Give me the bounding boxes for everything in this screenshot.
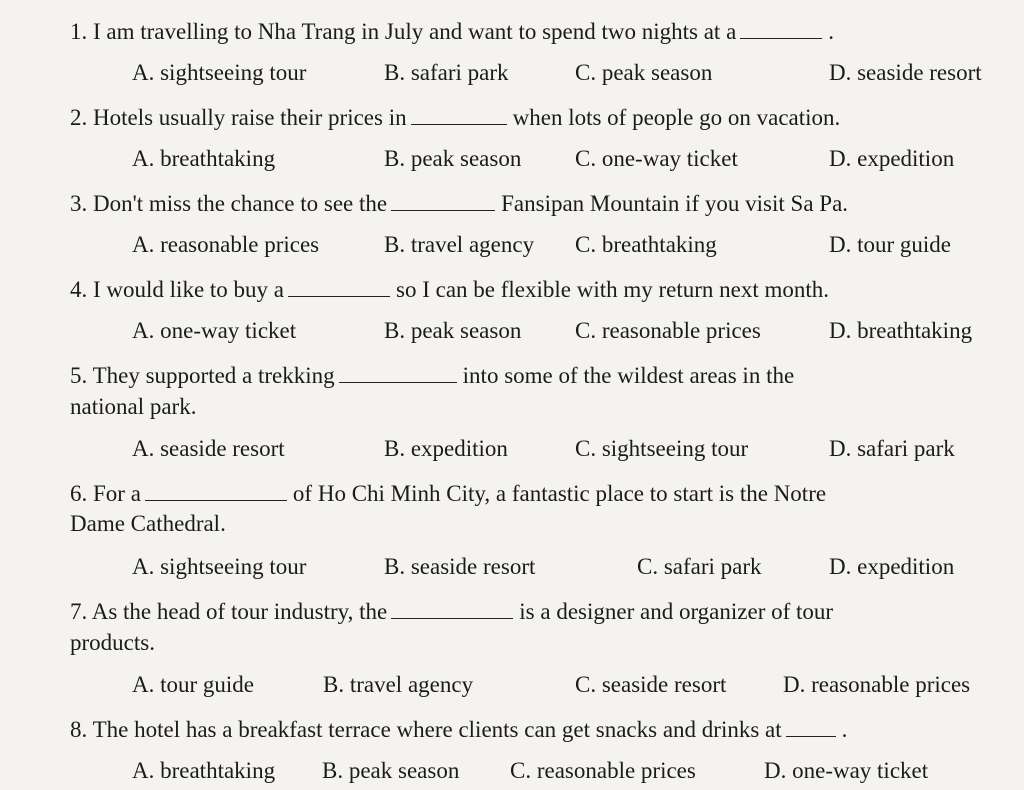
question-6-option-a: A. sightseeing tour <box>132 554 307 579</box>
question-4-option-b: B. peak season <box>384 318 522 343</box>
question-6-blank <box>145 478 287 501</box>
question-8-option-b: B. peak season <box>322 758 460 783</box>
question-1-option-b: B. safari park <box>384 60 509 85</box>
question-4-option-c: C. reasonable prices <box>575 318 761 343</box>
question-8-option-d: D. one-way ticket <box>764 758 929 783</box>
question-8-option-c: C. reasonable prices <box>510 758 696 783</box>
question-5-option-b: B. expedition <box>384 436 508 461</box>
question-6-after: of Ho Chi Minh City, a fantastic place to start is the Notre <box>292 481 827 506</box>
question-3-before: 3. Don't miss the chance to see the <box>70 191 388 216</box>
question-2-option-c: C. one-way ticket <box>575 146 738 171</box>
question-1-option-d: D. seaside resort <box>829 60 982 85</box>
question-8-blank <box>786 714 836 737</box>
question-8-after: . <box>841 717 848 742</box>
question-7-blank <box>391 596 513 619</box>
question-2-option-b: B. peak season <box>384 146 522 171</box>
question-5-option-c: C. sightseeing tour <box>575 436 749 461</box>
question-3-after: Fansipan Mountain if you visit Sa Pa. <box>501 191 849 216</box>
question-7-option-c: C. seaside resort <box>575 672 727 697</box>
question-7-line2: products. <box>70 630 155 655</box>
question-4-option-d: D. breathtaking <box>829 318 973 343</box>
question-4-after: so I can be flexible with my return next month. <box>396 277 830 302</box>
question-6-option-b: B. seaside resort <box>384 554 536 579</box>
question-3-option-a: A. reasonable prices <box>132 232 320 257</box>
question-4-before: 4. I would like to buy a <box>70 277 284 302</box>
question-5-option-d: D. safari park <box>829 436 955 461</box>
question-5-option-a: A. seaside resort <box>132 436 285 461</box>
question-5-line2: national park. <box>70 394 197 419</box>
question-3-option-c: C. breathtaking <box>575 232 717 257</box>
question-7-option-b: B. travel agency <box>323 672 474 697</box>
question-6-option-c: C. safari park <box>637 554 762 579</box>
question-3-text <box>70 188 848 218</box>
question-2-blank <box>411 102 507 125</box>
question-2-text <box>70 102 840 132</box>
question-6-line2: Dame Cathedral. <box>70 511 226 536</box>
question-6-before: 6. For a <box>70 481 141 506</box>
question-4-text <box>70 274 829 304</box>
question-2-before: 2. Hotels usually raise their prices in <box>70 105 407 130</box>
question-2-option-d: D. expedition <box>829 146 955 171</box>
question-5-blank <box>339 360 457 383</box>
question-1-option-c: C. peak season <box>575 60 713 85</box>
question-2-option-a: A. breathtaking <box>132 146 276 171</box>
question-5-before: 5. They supported a trekking <box>70 363 335 388</box>
question-6-option-d: D. expedition <box>829 554 955 579</box>
question-1-before: 1. I am travelling to Nha Trang in July and want to spend two nights at a <box>70 19 737 44</box>
question-7-option-d: D. reasonable prices <box>783 672 971 697</box>
question-1-text <box>70 16 834 46</box>
question-3-option-d: D. tour guide <box>829 232 952 257</box>
question-7-option-a: A. tour guide <box>132 672 255 697</box>
question-2-after: when lots of people go on vacation. <box>512 105 841 130</box>
question-1-blank <box>740 16 822 39</box>
question-6-text <box>70 478 826 508</box>
question-7-before: 7. As the head of tour industry, the <box>70 599 388 624</box>
question-7-after: is a designer and organizer of tour <box>519 599 834 624</box>
question-5-after: into some of the wildest areas in the <box>462 363 795 388</box>
question-3-blank <box>391 188 495 211</box>
question-4-option-a: A. one-way ticket <box>132 318 297 343</box>
question-7-text <box>70 596 833 626</box>
question-8-text <box>70 714 847 744</box>
question-4-blank <box>288 274 390 297</box>
question-8-before: 8. The hotel has a breakfast terrace where clients can get snacks and drinks at <box>70 717 782 742</box>
question-1-after: . <box>828 19 835 44</box>
question-5-text <box>70 360 794 390</box>
question-3-option-b: B. travel agency <box>384 232 535 257</box>
question-1-option-a: A. sightseeing tour <box>132 60 307 85</box>
question-8-option-a: A. breathtaking <box>132 758 276 783</box>
